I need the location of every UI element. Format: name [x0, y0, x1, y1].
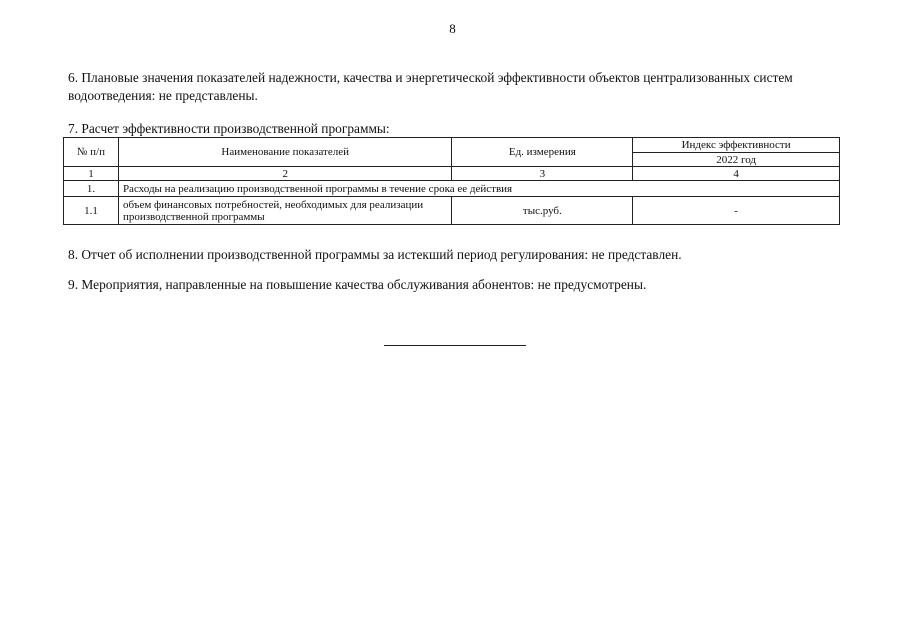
row-value: -	[633, 197, 840, 225]
header-index: Индекс эффективности	[633, 138, 840, 153]
end-divider	[384, 345, 526, 346]
column-numbers-row	[64, 167, 840, 181]
column-number: 1	[64, 167, 119, 181]
table-row	[64, 197, 840, 225]
section-row-text: Расходы на реализацию производственной программы в течение срока ее действия	[118, 181, 839, 197]
header-name: Наименование показателей	[118, 138, 452, 167]
efficiency-table	[63, 137, 840, 225]
table-header-row	[64, 138, 840, 153]
column-number: 2	[118, 167, 452, 181]
section-row-num: 1.	[64, 181, 119, 197]
column-number: 3	[452, 167, 633, 181]
section-9-text: 9. Мероприятия, направленные на повышение качества обслуживания абонентов: не предусмотрены.	[68, 277, 647, 292]
section-7-title: 7. Расчет эффективности производственной программы:	[68, 121, 390, 136]
row-name: объем финансовых потребностей, необходимых для реализации производственной программы	[118, 197, 452, 225]
page-number: 8	[449, 21, 456, 36]
section-6-text: 6. Плановые значения показателей надежности, качества и энергетической эффективности объектов централизованных систем водоотведения: не представлены.	[68, 70, 793, 103]
section-8-text: 8. Отчет об исполнении производственной программы за истекший период регулирования: не представлен.	[68, 247, 682, 262]
table-section-row	[64, 181, 840, 197]
row-unit: тыс.руб.	[452, 197, 633, 225]
header-year: 2022 год	[633, 153, 840, 167]
header-num: № п/п	[64, 138, 119, 167]
header-unit: Ед. измерения	[452, 138, 633, 167]
row-num: 1.1	[64, 197, 119, 225]
column-number: 4	[633, 167, 840, 181]
